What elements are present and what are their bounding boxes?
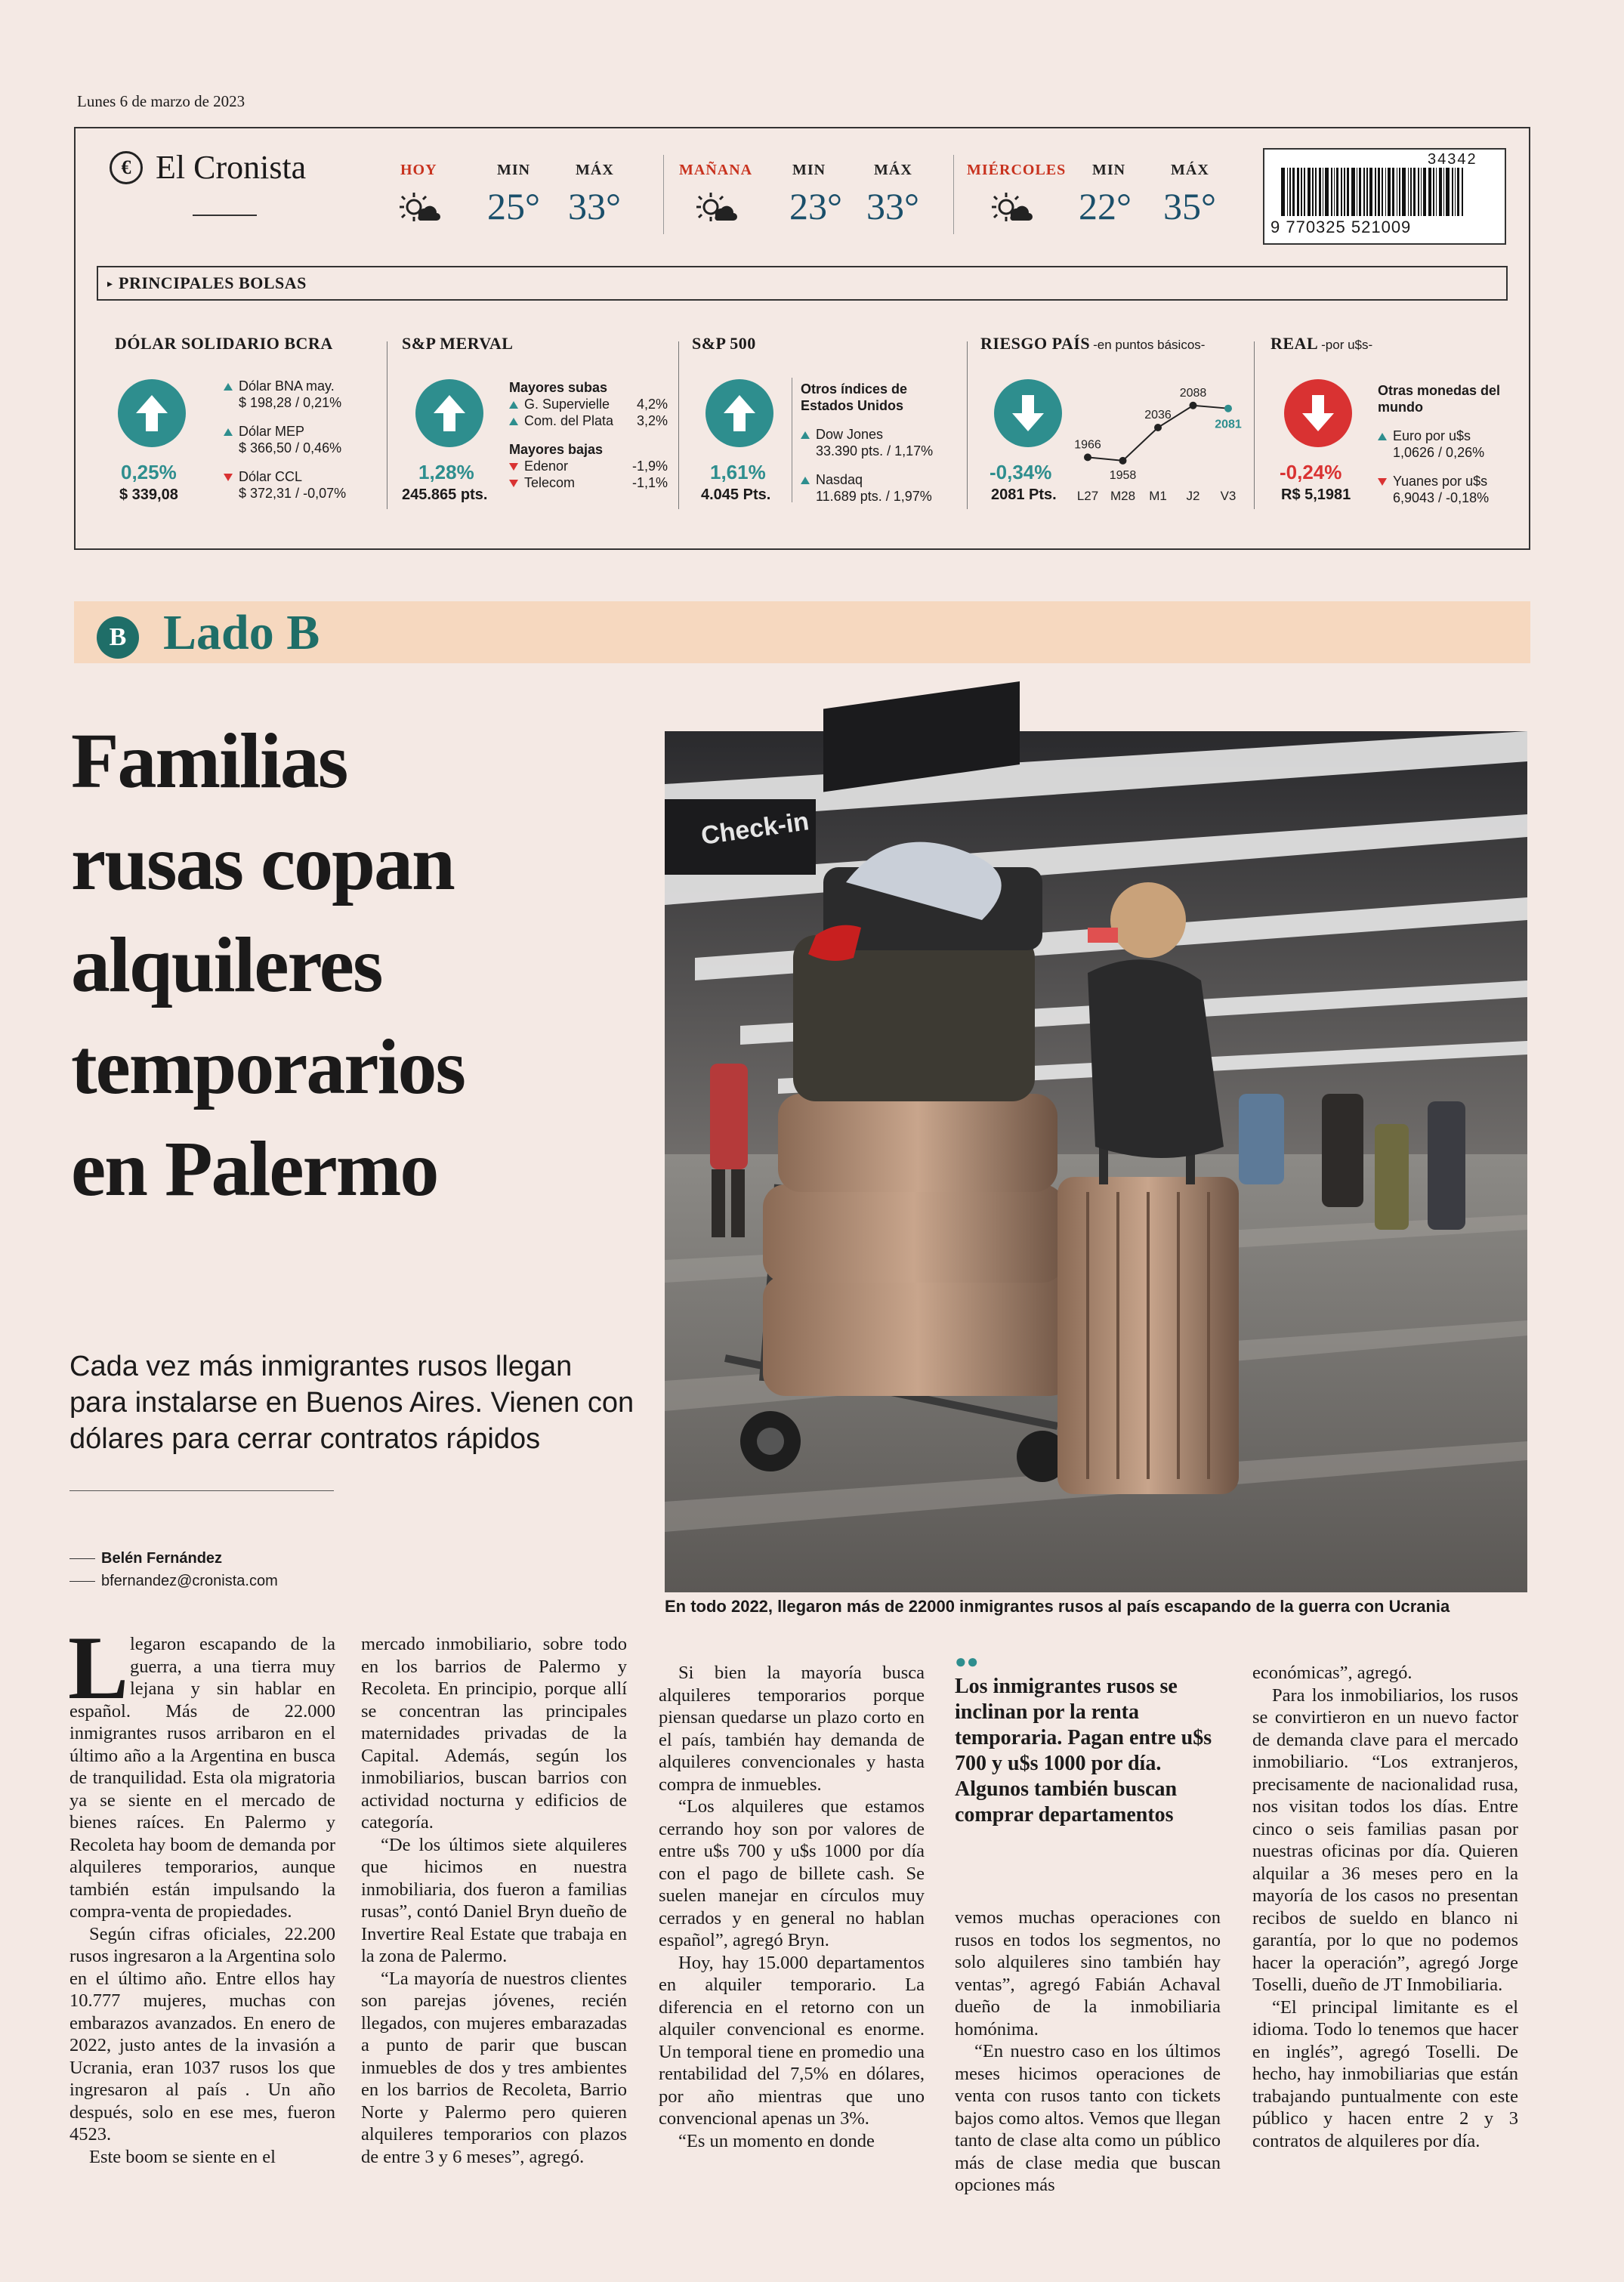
barcode-bar (1287, 168, 1289, 216)
panel-pct: -0,34% (990, 461, 1052, 483)
temp-max: 35° (1163, 185, 1216, 227)
weather-day: MIÉRCOLES (967, 162, 1067, 178)
barcode-bar (1443, 168, 1445, 216)
barcode-bar (1392, 168, 1394, 216)
max-label: MÁX (1171, 162, 1209, 178)
list-item: Dólar CCL $ 372,31 / -0,07% (224, 468, 382, 502)
barcode-bar (1421, 168, 1422, 216)
barcode-bar (1428, 168, 1432, 216)
panel-divider (1254, 341, 1255, 509)
barcode-bar (1433, 168, 1434, 216)
arrow-up-icon (118, 379, 186, 447)
panel-title-row (1270, 334, 1372, 354)
section-letter-badge: B (97, 616, 139, 659)
barcode-bar (1397, 168, 1398, 216)
weather-divider (953, 155, 954, 234)
panel-pct: 1,28% (418, 461, 474, 483)
barcode-bar (1331, 168, 1332, 216)
author-name: Belén Fernández (101, 1550, 223, 1567)
deck-rule (69, 1490, 334, 1491)
barcode-bar (1315, 168, 1317, 216)
panel-value: 245.865 pts. (402, 486, 488, 503)
panel-title-row (980, 334, 1205, 354)
arrow-up-icon (415, 379, 483, 447)
temp-max: 33° (568, 185, 621, 227)
temp-min: 22° (1079, 185, 1132, 227)
drop-cap: L (68, 1617, 129, 1718)
triangle-up-icon (224, 428, 233, 436)
triangle-down-icon (1378, 478, 1387, 486)
article-column-4: vemos muchas operaciones con rusos en todos los segmentos, no solo alquileres sino también hay ventas”, agregó Fabián Achaval dueño de la inmobiliaria homónima. “En nuestro caso en los últimos meses hicimos operaciones de venta con rusos tanto con tickets bajos como altos. Vemos que llegan tanto de clase alta como un público más de clase media que buscan opciones más (955, 1907, 1221, 2195)
barcode-bar (1375, 168, 1376, 216)
sun-cloud-icon (988, 190, 1032, 224)
panel-subtitle: -en puntos básicos- (1093, 338, 1206, 352)
barcode-bar (1446, 168, 1450, 216)
riesgo-x-tick: V3 (1220, 489, 1237, 503)
barcode-bars (1281, 168, 1485, 216)
list-item: Dólar BNA may. $ 198,28 / 0,21% (224, 378, 382, 411)
weather-wednesday (965, 159, 1237, 234)
markets-title: PRINCIPALES BOLSAS (119, 273, 307, 292)
section-name: Lado B (163, 605, 320, 660)
barcode-bar (1281, 168, 1285, 216)
temp-min: 25° (487, 185, 540, 227)
barcode-bar (1363, 168, 1365, 216)
barcode-bar (1410, 168, 1412, 216)
brand-logo (110, 151, 143, 184)
brand-rule (193, 215, 257, 216)
panel-real (1269, 332, 1526, 514)
triangle-down-icon (509, 463, 518, 471)
panel-sp500 (690, 332, 955, 514)
barcode-bar (1436, 168, 1437, 216)
weather-day: HOY (400, 162, 437, 178)
barcode-bar (1325, 168, 1329, 216)
barcode-bar (1413, 168, 1416, 216)
barcode-bottom-number: 9 770325 521009 (1270, 218, 1412, 236)
triangle-down-icon (509, 480, 518, 487)
article-column-1: L legaron escapando de la guerra, a una tierra muy lejana y sin hablar en español. Más de 22.000 inmigrantes rusos arribaron en el último año a la Argentina en busca de tranquilidad. Esta ola migratoria ya se siente en el mercado de bienes raíces. En Palermo y Recoleta hay boom de demanda por alquileres temporarios, aunque también están impulsando la compra-venta de propiedades. Según cifras oficiales, 22.200 rusos ingresaron a la Argentina solo en el último año. Entre ellos hay 10.777 mujeres, muchas con embarazos avanzados. En enero de 2022, justo antes de la invasión a Ucrania, eran 1037 rusos los que ingresaron al país . Un año después, solo en ese mes, fueron 4523. Este boom se siente en el (68, 1617, 335, 2167)
headline: Familias rusas copan alquileres temporarios en Palermo (71, 718, 465, 1212)
barcode-bar (1423, 168, 1425, 216)
max-label: MÁX (576, 162, 614, 178)
riesgo-x-tick: L27 (1076, 489, 1099, 503)
min-label: MIN (497, 162, 531, 178)
barcode-bar (1388, 168, 1390, 216)
min-label: MIN (1092, 162, 1126, 178)
barcode-bar (1292, 168, 1295, 216)
list-item: G. Supervielle 4,2% (509, 396, 668, 412)
panel-value: R$ 5,1981 (1281, 486, 1351, 503)
panel-pct: 0,25% (121, 461, 177, 483)
riesgo-point (1084, 453, 1091, 461)
pullquote-dots: ●● (955, 1651, 979, 1672)
panel-title: S&P 500 (692, 334, 756, 353)
list-item: Nasdaq 11.689 pts. / 1,97% (801, 471, 952, 505)
riesgo-x-tick: M1 (1149, 489, 1167, 503)
riesgo-point (1224, 405, 1232, 412)
barcode-bar (1289, 168, 1291, 216)
sun-cloud-icon (396, 190, 440, 224)
barcode-bar (1323, 168, 1324, 216)
list-item: Telecom -1,1% (509, 474, 668, 491)
arrow-down-icon (994, 379, 1062, 447)
article-photo (665, 731, 1527, 1592)
airport-scene-illustration (665, 731, 1527, 1592)
barcode-bar (1382, 168, 1383, 216)
panel-divider (967, 341, 968, 509)
triangle-down-icon (224, 474, 233, 481)
list-item: Dólar MEP $ 366,50 / 0,46% (224, 423, 382, 456)
panel-title: DÓLAR SOLIDARIO BCRA (115, 334, 333, 353)
article-column-3: Si bien la mayoría busca alquileres temporarios porque piensan quedarse un plazo corto en el país, también hay demanda de alquileres convencionales y hasta compra de inmuebles. “Los alquileres que estamos cerrando hoy son por valores de entre u$s 700 y u$s 1000 por día con el pago de billete cash. Se suelen manejar en círculos muy cerrados y en general no hablan español”, agregó Bryn. Hoy, hay 15.000 departamentos en alquiler temporario. La diferencia en el retorno con un alquiler convencional es enorme. Un temporal tiene en promedio una rentabilidad del 7,5% en dólares, por año mientras que uno convencional apenas un 3%. “Es un momento en donde (659, 1663, 925, 2151)
author-email: bfernandez@cronista.com (101, 1573, 278, 1589)
arrow-down-icon (1284, 379, 1352, 447)
riesgo-point-label: 2036 (1144, 409, 1172, 422)
date-line: Lunes 6 de marzo de 2023 (77, 92, 245, 110)
barcode-bar (1452, 168, 1453, 216)
subhead: Otros índices de Estados Unidos (801, 381, 908, 413)
pullquote: ●● Los inmigrantes rusos se inclinan por la renta temporaria. Pagan entre u$s 700 y u$s 1000 por día. Algunos también buscan comprar departamentos (955, 1654, 1221, 1828)
panel-dolar (113, 332, 385, 514)
barcode-bar (1301, 168, 1302, 216)
barcode-bar (1369, 168, 1373, 216)
list-item: Edenor -1,9% (509, 458, 668, 474)
barcode-bar (1462, 168, 1463, 216)
barcode-bar (1297, 168, 1299, 216)
barcode-bar (1408, 168, 1409, 216)
weather-today (393, 159, 642, 234)
panel-riesgo (979, 332, 1251, 514)
subhead: Mayores bajas (509, 442, 604, 457)
barcode-bar (1319, 168, 1321, 216)
subhead: Mayores subas (509, 380, 608, 395)
panel-divider (678, 341, 679, 509)
riesgo-line-chart (1074, 370, 1243, 506)
panel-pct: -0,24% (1280, 461, 1342, 483)
weather-day: MAÑANA (679, 162, 753, 178)
temp-max: 33° (866, 185, 919, 227)
section-bar (74, 601, 1530, 663)
panel-pct: 1,61% (710, 461, 766, 483)
panel-title: RIESGO PAÍS (980, 334, 1091, 353)
barcode-bar (1457, 168, 1459, 216)
riesgo-point (1190, 402, 1197, 409)
barcode-bar (1312, 168, 1314, 216)
weather-tomorrow (678, 159, 934, 234)
barcode-top-number: 34342 (1428, 151, 1477, 168)
riesgo-point-label: 1958 (1109, 468, 1137, 482)
barcode-bar (1351, 168, 1355, 216)
photo-caption: En todo 2022, llegaron más de 22000 inmigrantes rusos al país escapando de la guerra con Ucrania (665, 1597, 1450, 1616)
barcode-bar (1378, 168, 1380, 216)
barcode-bar (1439, 168, 1441, 216)
barcode-bar (1341, 168, 1342, 216)
triangle-up-icon (509, 401, 518, 409)
temp-min: 23° (789, 185, 842, 227)
panel-title: S&P MERVAL (402, 334, 514, 353)
article-column-5: económicas”, agregó. Para los inmobiliarios, los rusos se convirtieron en un nuevo factor de demanda clave para el mercado inmobiliario. “Los extranjeros, precisamente de nacionalidad rusa, nos visitan todos los días. Entre cinco o seis familias pasan por nuestras oficinas por día. Quieren alquilar a 36 meses pero en la mayoría de los casos no presentan recibos de sueldo en blanco ni garantía, por lo que no podemos hacer la operación”, agregó Jorge Toselli, dueño de JT Inmobiliaria. “El principal limitante es el idioma. Todo lo tenemos que hacer en inglés”, agregó Toselli. De hecho, hay inmobiliarias que están trabajando puntualmente con este público y hacen entre 2 y 3 contratos de alquileres por día. (1252, 1663, 1518, 2151)
sun-cloud-icon (693, 190, 736, 224)
arrow-up-icon (705, 379, 773, 447)
max-label: MÁX (874, 162, 912, 178)
barcode (1263, 148, 1506, 245)
barcode-bar (1347, 168, 1349, 216)
panel-value: $ 339,08 (119, 486, 178, 503)
list-item: Yuanes por u$s 6,9043 / -0,18% (1378, 473, 1521, 506)
list-item: Com. del Plata 3,2% (509, 412, 668, 429)
photo-checkin-sign: Check-in (699, 807, 811, 851)
list-item: Euro por u$s 1,0626 / 0,26% (1378, 428, 1521, 461)
subhead: Otras monedas del mundo (1378, 383, 1501, 415)
article-column-2: mercado inmobiliario, sobre todo en los barrios de Palermo y Recoleta. En principio, porque allí se concentran las principales maternidades privadas de la Capital. Además, según los inmobiliarios, buscan barrios con actividad nocturna y edificios de categoría. “De los últimos siete alquileres que hicimos en nuestra inmobiliaria, dos fueron a familias rusas”, contó Daniel Bryn dueño de Invertire Real Estate que trabaja en la zona de Palermo. “La mayoría de nuestros clientes son parejas jóvenes, recién llegados, con mujeres embarazadas a punto de parir que buscan inmuebles de dos y tres ambientes en los barrios de Recoleta, Barrio Norte y Palermo pero quieren alquileres temporarios con plazos de entre 3 y 6 meses”, agregó. (361, 1634, 627, 2167)
triangle-up-icon (1378, 433, 1387, 440)
riesgo-point (1119, 457, 1127, 465)
triangle-up-icon (509, 418, 518, 425)
riesgo-x-tick: J2 (1186, 489, 1200, 503)
panel-merval (400, 332, 668, 514)
triangle-up-icon (224, 383, 233, 391)
panel-title: REAL (1270, 334, 1319, 353)
weather-divider (663, 155, 664, 234)
riesgo-point-label: 2088 (1179, 386, 1207, 400)
barcode-bar (1402, 168, 1406, 216)
triangle-up-icon (801, 431, 810, 439)
barcode-bar (1418, 168, 1419, 216)
euro-icon: € (121, 156, 131, 178)
barcode-bar (1308, 168, 1311, 216)
min-label: MIN (792, 162, 826, 178)
riesgo-point-label: 1966 (1074, 438, 1101, 452)
riesgo-point-label: 2081 (1215, 418, 1242, 431)
barcode-bar (1359, 168, 1361, 216)
byline (69, 1547, 278, 1592)
brand-name: El Cronista (156, 149, 307, 186)
markets-bar (97, 266, 1508, 301)
panel-subtitle: -por u$s- (1321, 338, 1373, 352)
barcode-bar (1344, 168, 1345, 216)
barcode-bar (1334, 168, 1335, 216)
barcode-bar (1366, 168, 1368, 216)
triangle-up-icon (801, 477, 810, 484)
barcode-bar (1455, 168, 1456, 216)
barcode-bar (1304, 168, 1305, 216)
panel-value: 4.045 Pts. (701, 486, 771, 503)
barcode-bar (1336, 168, 1338, 216)
riesgo-x-tick: M28 (1110, 489, 1136, 503)
barcode-bar (1357, 168, 1358, 216)
panel-value: 2081 Pts. (991, 486, 1057, 503)
chevron-right-icon: ▸ (107, 276, 113, 289)
barcode-bar (1399, 168, 1400, 216)
list-item: Dow Jones 33.390 pts. / 1,17% (801, 426, 952, 459)
barcode-bar (1385, 168, 1387, 216)
deck: Cada vez más inmigrantes rusos llegan para instalarse en Buenos Aires. Vienen con dólares para cerrar contratos rápidos (69, 1351, 634, 1455)
riesgo-point (1154, 424, 1162, 431)
